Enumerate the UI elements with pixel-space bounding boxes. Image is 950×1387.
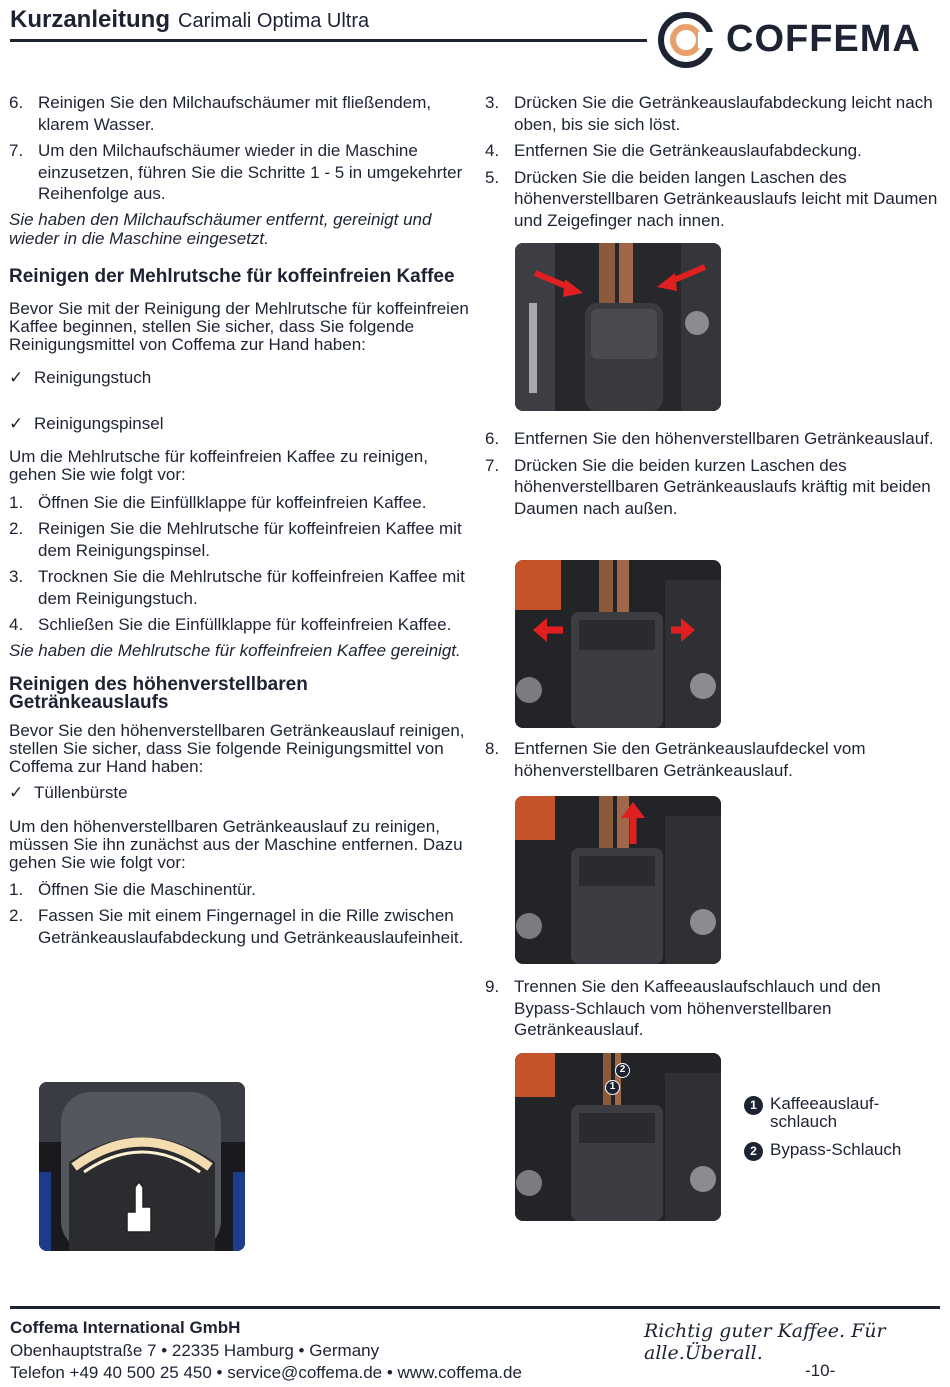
step-number: 7. (485, 455, 500, 475)
section-heading: Reinigen des höhenverstellbaren Getränkeauslaufs (9, 673, 308, 713)
right-column-4 (485, 976, 940, 1046)
check-icon: ✓ (9, 413, 24, 433)
step-number: 6. (485, 429, 500, 448)
steps-spout-tabs (485, 428, 940, 519)
procedure-lead: Um den höhenverstellbaren Getränkeauslauf zu reinigen, müssen Sie ihn zunächst aus der Maschine entfernen. Dazu gehen Sie wie folgt vor: (9, 816, 463, 872)
step-text: Drücken Sie die beiden langen Laschen des höhenverstellbaren Getränkeauslaufs leicht mit Daumen und Zeigefinger nach innen. (514, 167, 938, 230)
list-item (485, 455, 940, 520)
procedure-lead: Um die Mehlrutsche für koffeinfreien Kaffee zu reinigen, gehen Sie wie folgt vor: (9, 446, 428, 484)
step-text: Öffnen Sie die Maschinentür. (38, 879, 256, 899)
photo-press-long-tabs (515, 243, 721, 411)
page-number: -10- (805, 1361, 836, 1380)
step-text: Um den Milchaufschäumer wieder in die Maschine einzusetzen, führen Sie die Schritte 1 - 5 in umgekehrter Reihenfolge aus. (38, 141, 463, 203)
step-number: 1. (9, 492, 24, 512)
right-column-2 (485, 428, 940, 524)
step-text: Entfernen Sie die Getränkeauslaufabdeckung. (514, 141, 862, 160)
step-number: 4. (9, 615, 24, 634)
step-text: Schließen Sie die Einfüllklappe für koffeinfreien Kaffee. (38, 615, 452, 634)
doc-subtitle: Carimali Optima Ultra (178, 10, 370, 32)
check-icon: ✓ (9, 782, 24, 802)
section-heading: Reinigen der Mehlrutsche für koffeinfreien Kaffee (9, 265, 455, 287)
legend-item (744, 1095, 944, 1131)
steps-spout-removal (9, 879, 469, 949)
photo-finger-groove (39, 1082, 245, 1251)
step-text: Drücken Sie die Getränkeauslaufabdeckung leicht nach oben, bis sie sich löst. (514, 93, 933, 134)
step-text: Fassen Sie mit einem Fingernagel in die Rille zwischen Getränkeauslaufabdeckung und Getränkeauslaufeinheit. (38, 906, 464, 947)
brand-name: COFFEMA (726, 18, 921, 60)
photo-legend (744, 1095, 944, 1165)
list-item (485, 428, 940, 450)
steps-lid-removal (485, 738, 940, 781)
step-text: Entfernen Sie den Getränkeauslaufdeckel vom höhenverstellbaren Getränkeauslauf. (514, 739, 866, 780)
check-text: Reinigungspinsel (34, 413, 164, 433)
list-item (485, 738, 940, 781)
list-item (9, 518, 469, 561)
step-text: Trennen Sie den Kaffeeauslaufschlauch und den Bypass-Schlauch vom höhenverstellbaren Getränkeauslauf. (514, 977, 881, 1039)
left-column (9, 92, 469, 953)
right-column-3 (485, 738, 940, 786)
legend-badge: 2 (744, 1142, 763, 1161)
checklist-item (9, 367, 469, 388)
list-item (9, 905, 469, 948)
footer-company: Coffema International GmbH (10, 1318, 241, 1337)
legend-badge: 1 (744, 1096, 763, 1115)
list-item (9, 566, 469, 609)
photo-press-short-tabs (515, 560, 721, 728)
result-note: Sie haben die Mehlrutsche für koffeinfreien Kaffee gereinigt. (9, 640, 461, 660)
step-number: 7. (9, 141, 24, 160)
legend-text: Kaffeeauslauf-schlauch (770, 1094, 880, 1131)
list-item (485, 140, 940, 162)
step-number: 5. (485, 167, 500, 187)
step-number: 6. (9, 93, 24, 112)
footer-rule (10, 1306, 940, 1309)
list-item (485, 92, 940, 135)
checklist-item (9, 413, 469, 434)
list-item (9, 614, 469, 636)
photo-badge-1: 1 (605, 1080, 620, 1095)
legend-text: Bypass-Schlauch (770, 1140, 902, 1159)
photo-hoses (515, 1053, 721, 1221)
list-item (485, 167, 940, 232)
section-intro: Bevor Sie den höhenverstellbaren Getränkeauslauf reinigen, stellen Sie sicher, dass Sie folgende Reinigungsmittel von Coffema zur Hand haben: (9, 720, 465, 776)
legend-item (744, 1141, 944, 1159)
doc-title: Kurzanleitung (10, 6, 170, 33)
step-number: 3. (485, 93, 500, 112)
list-item (9, 92, 469, 135)
footer-address: Obenhauptstraße 7 • 22335 Hamburg • Germany (10, 1341, 380, 1360)
step-number: 2. (9, 519, 24, 538)
step-number: 3. (9, 567, 24, 586)
steps-hose-separation (485, 976, 940, 1041)
header-rule (10, 39, 647, 42)
check-icon: ✓ (9, 367, 24, 387)
footer-contact: Telefon +49 40 500 25 450 • service@coffema.de • www.coffema.de (10, 1363, 522, 1382)
step-text: Entfernen Sie den höhenverstellbaren Getränkeauslauf. (514, 429, 934, 448)
step-number: 4. (485, 141, 500, 160)
checklist-item (9, 782, 469, 803)
check-text: Reinigungstuch (34, 367, 152, 387)
page-title (10, 6, 369, 34)
list-item (9, 879, 469, 901)
step-text: Öffnen Sie die Einfüllklappe für koffeinfreien Kaffee. (38, 492, 427, 512)
photo-remove-lid (515, 796, 721, 964)
step-number: 8. (485, 739, 500, 758)
photo-badge-2: 2 (615, 1063, 630, 1078)
section-intro: Bevor Sie mit der Reinigung der Mehlrutsche für koffeinfreien Kaffee beginnen, stellen Sie sicher, dass Sie folgende Reinigungsmittel von Coffema zur Hand haben: (9, 298, 469, 354)
step-text: Reinigen Sie den Milchaufschäumer mit fließendem, klarem Wasser. (38, 93, 432, 134)
steps-milk-frother (9, 92, 469, 205)
footer-slogan: Richtig guter Kaffee. Für alle.Überall. (644, 1320, 886, 1364)
coffema-logo (656, 12, 936, 68)
list-item (9, 140, 469, 205)
step-number: 1. (9, 879, 24, 899)
coffema-logo-icon (656, 12, 718, 68)
list-item (485, 976, 940, 1041)
step-text: Drücken Sie die beiden kurzen Laschen des höhenverstellbaren Getränkeauslaufs kräftig mit beiden Daumen nach außen. (514, 455, 931, 518)
step-number: 2. (9, 906, 24, 925)
step-text: Trocknen Sie die Mehlrutsche für koffeinfreien Kaffee mit dem Reinigungstuch. (38, 567, 465, 608)
list-item (9, 492, 469, 514)
steps-decaf-chute (9, 492, 469, 636)
right-column (485, 92, 940, 236)
step-number: 9. (485, 977, 500, 996)
steps-cover-removal (485, 92, 940, 231)
step-text: Reinigen Sie die Mehlrutsche für koffeinfreien Kaffee mit dem Reinigungspinsel. (38, 519, 462, 560)
result-note: Sie haben den Milchaufschäumer entfernt, gereinigt und wieder in die Maschine eingesetzt. (9, 209, 432, 248)
check-text: Tüllenbürste (34, 782, 128, 802)
